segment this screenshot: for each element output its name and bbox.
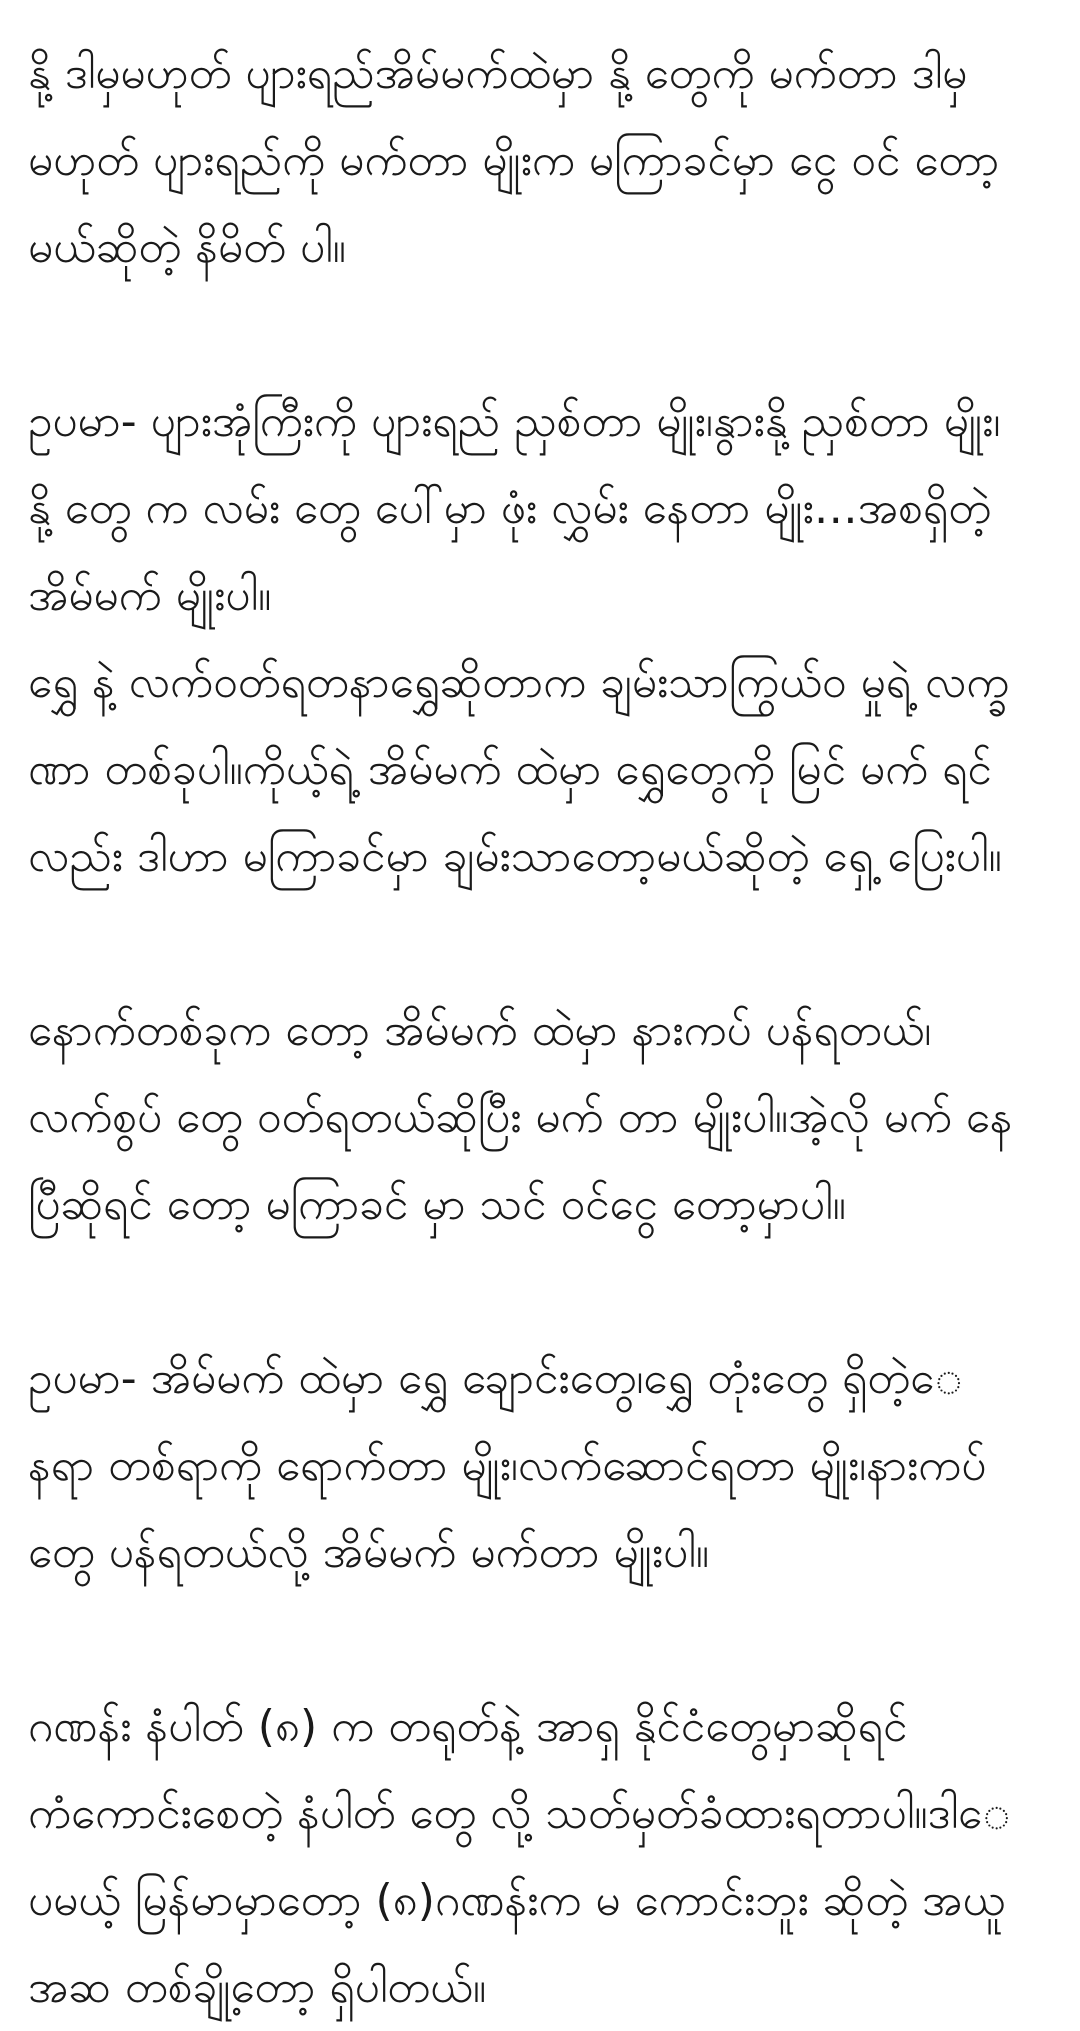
paragraph-milk-honey: နို့ ဒါမှမဟုတ် ပျားရည်အိမ်မက်ထဲမှာ နို့ တွေကို မက်တာ ဒါမှ မဟုတ် ပျားရည်ကို မက်တာ မျိုးက မကြာခင်မှာ ငွေ ဝင် တော့ မယ်ဆိုတဲ့ နိမိတ် ပါ။	[28, 48, 1000, 273]
paragraph-jewelry: နောက်တစ်ခုက တော့ အိမ်မက် ထဲမှာ နားကပ် ပန်ရတယ်၊ လက်စွပ် တွေ ဝတ်ရတယ်ဆိုပြီး မက် တာ မျိုးပါ။အဲ့လို မက် နေ ပြီဆိုရင် တော့ မကြာခင် မှာ သင် ဝင်ငွေ တော့မှာပါ။	[28, 1005, 1013, 1230]
paragraph-gold: ရွှေ နဲ့ လက်ဝတ်ရတနာရွှေဆိုတာက ချမ်းသာကြွယ်ဝ မှုရဲ့ လက္ခ ဏာ တစ်ခုပါ။ကိုယ့်ရဲ့ အိမ်မက် ထဲမှာ ရွှေတွေကို မြင် မက် ရင် လည်း ဒါဟာ မကြာခင်မှာ ချမ်းသာတော့မယ်ဆိုတဲ့ ရှေ့ ပြေးပါ။	[28, 657, 1010, 882]
paragraph-gold-example: ဥပမာ- အိမ်မက် ထဲမှာ ရွှေ ချောင်းတွေ၊ရွှေ တုံးတွေ ရှိတဲ့ေ နရာ တစ်ရာကို ရောက်တာ မျိုး၊လက်ဆောင်ရတာ မျိုး၊နားကပ် တွေ ပန်ရတယ်လို့ အိမ်မက် မက်တာ မျိုးပါ။	[28, 1353, 987, 1578]
paragraph-spacer	[28, 1596, 1052, 1683]
paragraph-spacer	[28, 1248, 1052, 1335]
paragraph-milk-honey-example: ဥပမာ- ပျားအုံကြီးကို ပျားရည် ညှစ်တာ မျိုး၊နွားနို့ ညှစ်တာ မျိုး၊ နို့ တွေ က လမ်း တွေ ပေါ်မှာ ဖုံး လွှမ်း နေတာ မျိုး…အစရှိတဲ့ အိမ်မက် မျိုးပါ။	[28, 396, 1001, 621]
paragraph-number-eight: ဂဏန်း နံပါတ် (၈) က တရုတ်နဲ့ အာရှ နိုင်ငံတွေမှာဆိုရင် ကံကောင်းစေတဲ့ နံပါတ် တွေ လို့ သတ်မှတ်ခံထားရတာပါ။ဒါေ ပမယ့် မြန်မာမှာတော့ (၈)ဂဏန်းက မ ကောင်းဘူး ဆိုတဲ့ အယူ အဆ တစ်ချို့တော့ ရှိပါတယ်။	[28, 1701, 1011, 2013]
paragraph-spacer	[28, 900, 1052, 987]
paragraph-spacer	[28, 291, 1052, 378]
